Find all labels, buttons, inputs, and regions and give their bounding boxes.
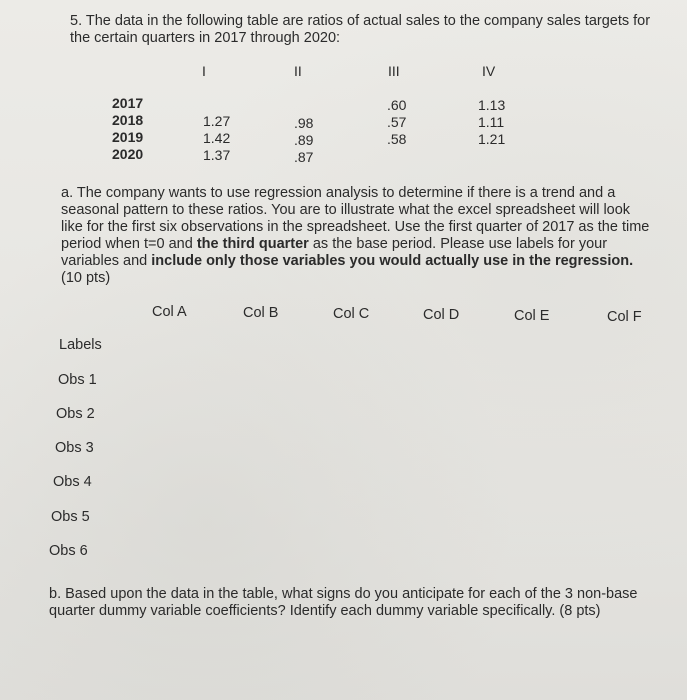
part-b-line-1: b. Based upon the data in the table, what signs do you anticipate for each of the 3 non-base	[49, 586, 638, 602]
q1-2018: 1.27	[203, 113, 231, 129]
col-d-label: Col D	[423, 307, 460, 323]
col-f-label: Col F	[607, 309, 642, 325]
part-a-line-6: (10 pts)	[61, 270, 111, 286]
q2-2018: .98	[294, 115, 314, 131]
row-labels: Labels	[59, 337, 102, 353]
q3-2017: .60	[387, 97, 407, 113]
part-a-line-4-pre: period when t=0 and	[61, 236, 197, 252]
quarter-iii-values	[387, 97, 406, 148]
header-quarter-ii: II	[294, 63, 302, 79]
col-c-label: Col C	[333, 306, 370, 322]
year-2018: 2018	[112, 112, 144, 128]
year-2019: 2019	[112, 129, 144, 145]
year-column	[112, 95, 143, 163]
q4-2017: 1.13	[478, 97, 506, 113]
col-e-label: Col E	[514, 308, 550, 324]
row-obs-2: Obs 2	[56, 406, 95, 422]
q2-2020: .87	[294, 149, 314, 165]
part-a-line-4	[61, 236, 661, 253]
quarter-iv-values	[478, 97, 505, 148]
part-a-line-3: like for the first six observations in the spreadsheet. Use the first quarter of 2017 as the time	[61, 219, 650, 235]
part-a-line-4-post: as the base period. Please use labels for your	[308, 236, 608, 252]
q4-2018: 1.11	[478, 114, 505, 130]
row-obs-3: Obs 3	[55, 440, 94, 456]
part-a-line-5	[61, 253, 661, 270]
quarter-ii-values	[294, 115, 313, 166]
row-obs-1: Obs 1	[58, 372, 97, 388]
part-a-line-2: seasonal pattern to these ratios. You are to illustrate what the excel spreadsheet will look	[61, 202, 631, 218]
col-a-label: Col A	[152, 304, 187, 320]
q4-2019: 1.21	[478, 131, 506, 147]
part-b-line-2: quarter dummy variable coefficients? Identify each dummy variable specifically. (8 pts)	[49, 603, 601, 619]
part-a-line-1: a. The company wants to use regression analysis to determine if there is a trend and a	[61, 185, 616, 201]
col-b-label: Col B	[243, 305, 279, 321]
year-2017: 2017	[112, 95, 144, 111]
header-quarter-iv: IV	[482, 63, 496, 79]
header-quarter-iii: III	[388, 63, 400, 79]
year-2020: 2020	[112, 146, 144, 162]
row-obs-5: Obs 5	[51, 509, 90, 525]
q2-2019: .89	[294, 132, 314, 148]
q1-2020: 1.37	[203, 147, 231, 163]
part-a-line-4-bold: the third quarter	[196, 236, 309, 252]
q3-2018: .57	[387, 114, 407, 130]
header-quarter-i: I	[202, 63, 206, 79]
part-a-line-5-pre: variables and	[61, 253, 152, 269]
question-line-2: the certain quarters in 2017 through 2020:	[70, 30, 341, 46]
q3-2019: .58	[387, 131, 407, 147]
part-a-line-5-bold: include only those variables you would actually use in the regression.	[151, 253, 634, 269]
question-line-1: 5. The data in the following table are ratios of actual sales to the company sales targets for	[70, 13, 651, 29]
part-a-paragraph	[61, 185, 661, 287]
quarter-i-values	[203, 113, 230, 164]
row-obs-4: Obs 4	[53, 474, 92, 490]
row-obs-6: Obs 6	[49, 543, 88, 559]
q1-2019: 1.42	[203, 130, 231, 146]
